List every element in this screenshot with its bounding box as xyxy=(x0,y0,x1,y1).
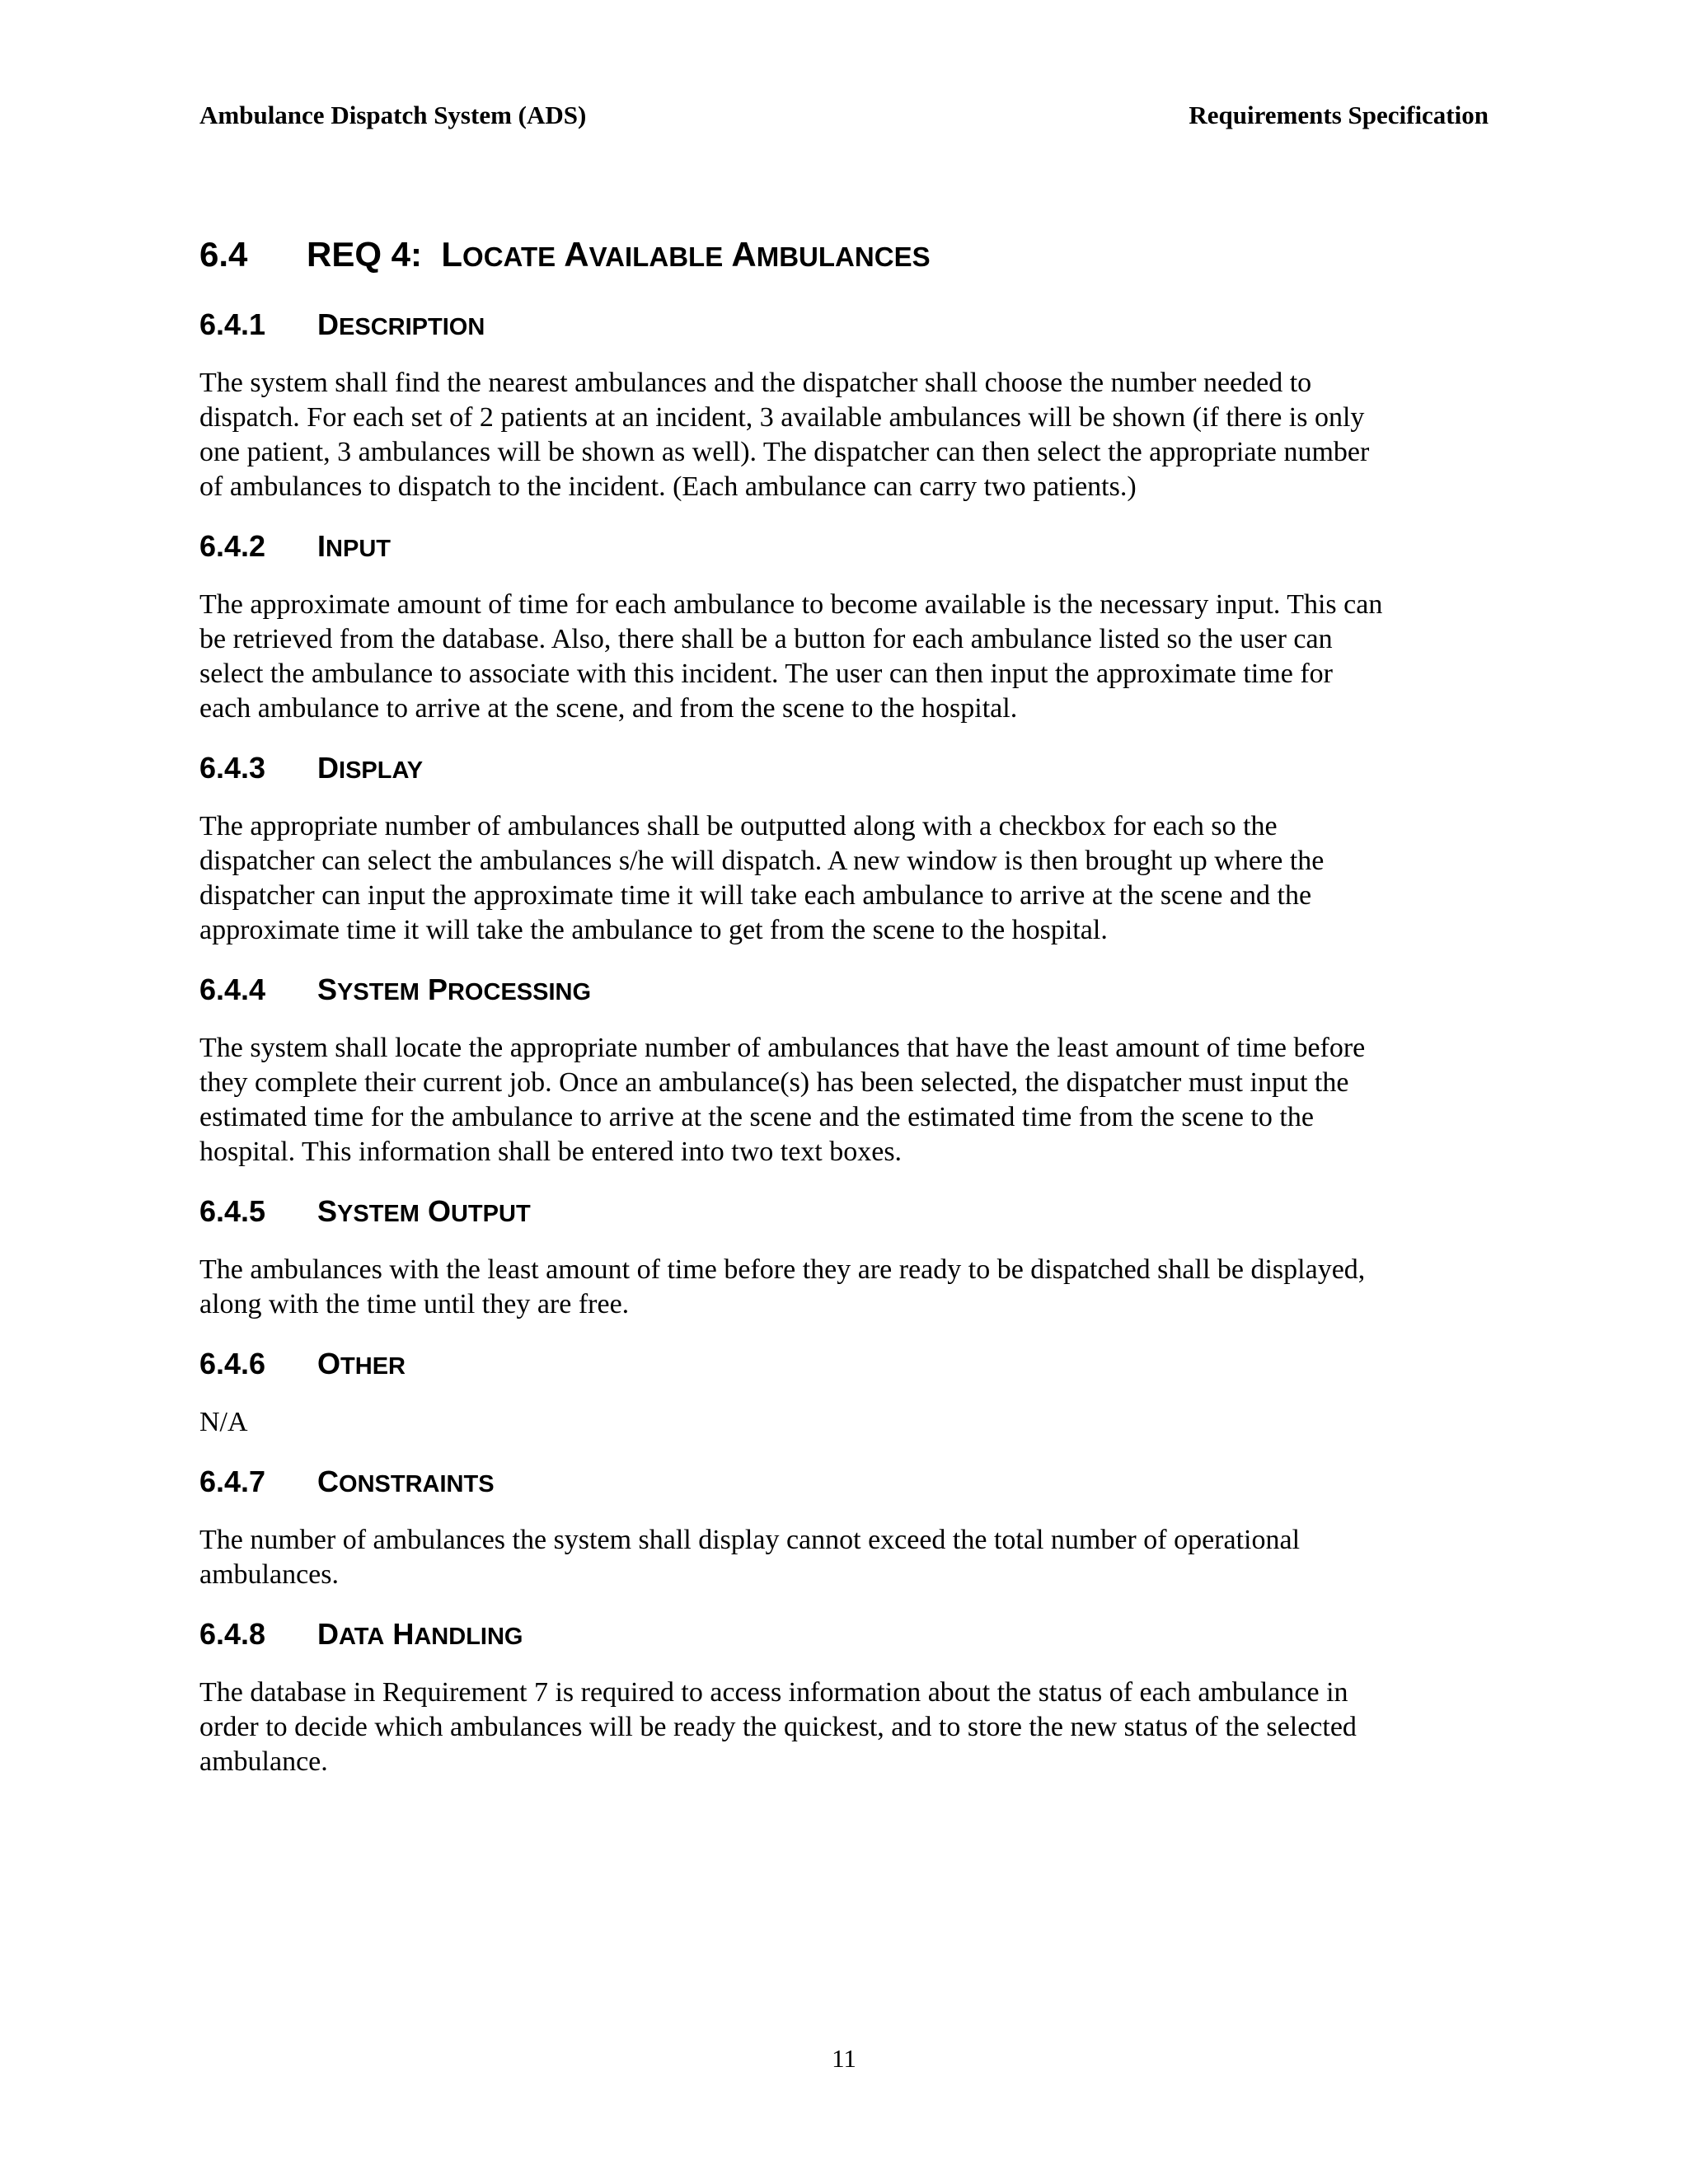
section-number: 6.4.4 xyxy=(199,972,266,1006)
header-left: Ambulance Dispatch System (ADS) xyxy=(199,101,587,129)
section-heading xyxy=(199,749,1490,790)
section-title: SYSTEM OUTPUT xyxy=(317,1194,531,1228)
section-heading xyxy=(199,971,1490,1011)
section-heading xyxy=(199,1463,1490,1503)
section-number: 6.4.6 xyxy=(199,1347,266,1380)
page-content xyxy=(199,232,1490,1802)
section-number: 6.4.1 xyxy=(199,307,266,341)
section-heading xyxy=(199,527,1490,568)
section-paragraph: The system shall find the nearest ambulances and the dispatcher shall choose the number needed to dispatch. For each set of 2 patients at an incident, 3 available ambulances will be shown (if there is only one patient, 3 ambulances will be shown as well). The dispatcher can then select the appropriate number of ambulances to dispatch to the incident. (Each ambulance can carry two patients.) xyxy=(199,368,1370,502)
section-paragraph: The number of ambulances the system shall display cannot exceed the total number of operational ambulances. xyxy=(199,1525,1301,1590)
section-heading xyxy=(199,1615,1490,1656)
section-number: 6.4.8 xyxy=(199,1617,266,1651)
section-title: SYSTEM PROCESSING xyxy=(317,972,592,1006)
section-description xyxy=(199,306,1490,504)
section-heading xyxy=(199,1193,1490,1233)
section-paragraph: N/A xyxy=(199,1407,248,1437)
section-other xyxy=(199,1345,1490,1440)
section-constraints xyxy=(199,1463,1490,1592)
section-display xyxy=(199,749,1490,948)
section-title: OTHER xyxy=(317,1347,406,1380)
section-heading xyxy=(199,1345,1490,1385)
section-system-processing xyxy=(199,971,1490,1169)
section-paragraph: The approximate amount of time for each ambulance to become available is the necessary input. This can be retrieved from the database. Also, there shall be a button for each ambulance listed so the user can select the ambulance to associate with this incident. The user can then input the approximate time for each ambulance to arrive at the scene, and from the scene to the hospital. xyxy=(199,589,1383,724)
chapter-number: 6.4 xyxy=(199,235,248,274)
section-title: DATA HANDLING xyxy=(317,1617,523,1651)
section-title: CONSTRAINTS xyxy=(317,1465,495,1498)
section-title: DISPLAY xyxy=(317,751,424,785)
sections-container xyxy=(199,306,1490,1779)
section-input xyxy=(199,527,1490,726)
section-system-output xyxy=(199,1193,1490,1322)
running-header xyxy=(199,99,1489,132)
section-paragraph: The database in Requirement 7 is required to access information about the status of each ambulance in order to decide which ambulances will be ready the quickest, and to store the new status of the selected ambulance. xyxy=(199,1677,1357,1777)
section-title: INPUT xyxy=(317,529,391,563)
header-right: Requirements Specification xyxy=(1189,101,1489,129)
section-number: 6.4.5 xyxy=(199,1194,266,1228)
section-number: 6.4.2 xyxy=(199,529,266,563)
section-data-handling xyxy=(199,1615,1490,1779)
section-paragraph: The appropriate number of ambulances shall be outputted along with a checkbox for each so the dispatcher can select the ambulances s/he will dispatch. A new window is then brought up where the dispatcher can input the approximate time it will take each ambulance to arrive at the scene and the approximate time it will take the ambulance to get from the scene to the hospital. xyxy=(199,811,1325,945)
section-title: DESCRIPTION xyxy=(317,307,485,341)
chapter-title: LOCATE AVAILABLE AMBULANCES xyxy=(441,235,931,274)
section-paragraph: The system shall locate the appropriate number of ambulances that have the least amount of time before they complete their current job. Once an ambulance(s) has been selected, the dispatcher must input the estimated time for the ambulance to arrive at the scene and the estimated time from the scene to the hospital. This information shall be entered into two text boxes. xyxy=(199,1033,1366,1167)
page-number: 11 xyxy=(832,2044,856,2073)
chapter-title-prefix: REQ 4: xyxy=(307,235,423,274)
section-paragraph: The ambulances with the least amount of time before they are ready to be dispatched shall be displayed, along with the time until they are free. xyxy=(199,1254,1366,1319)
section-heading xyxy=(199,306,1490,346)
chapter-heading xyxy=(199,232,1490,279)
section-number: 6.4.7 xyxy=(199,1465,266,1498)
section-number: 6.4.3 xyxy=(199,751,266,785)
